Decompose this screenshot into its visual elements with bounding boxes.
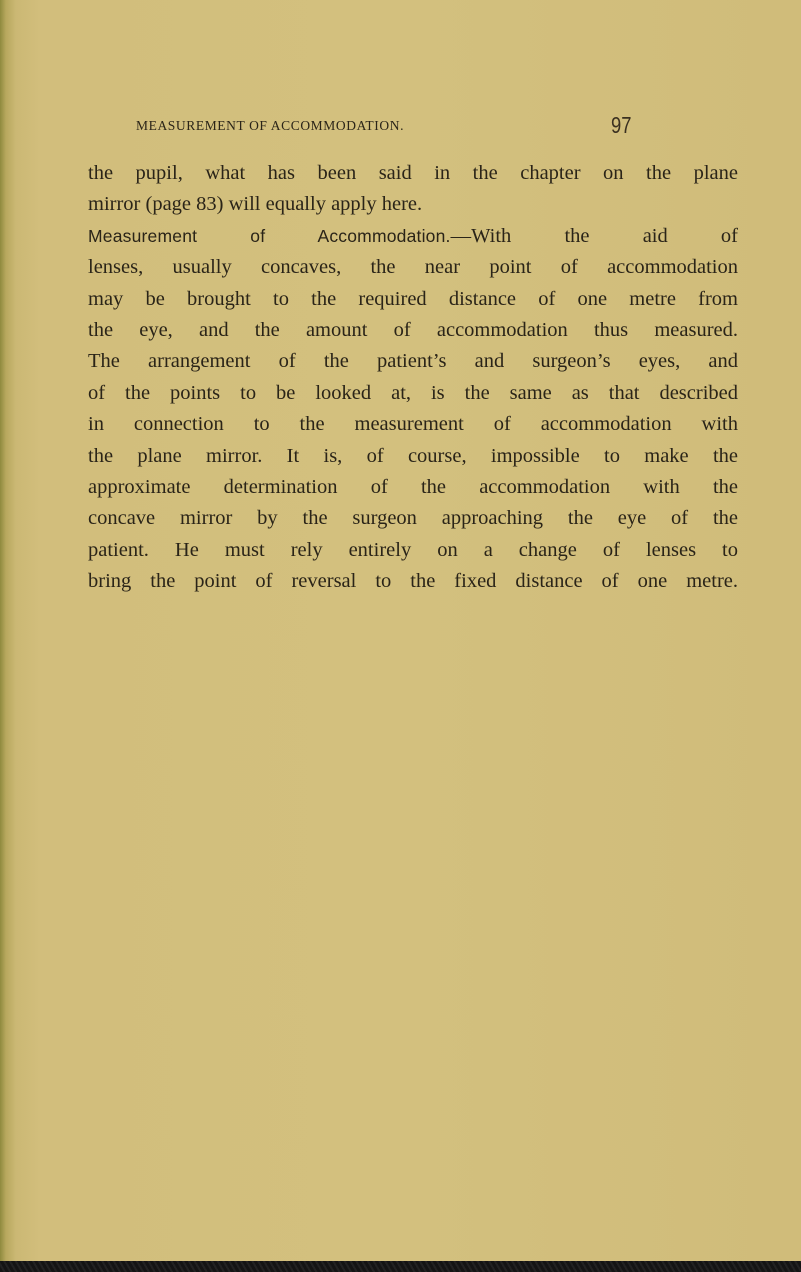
text-line: mirror (page 83) will equally apply here. bbox=[88, 193, 423, 216]
scan-bottom-edge bbox=[0, 1261, 801, 1272]
text-line: the pupil, what has been said in the chapter on the plane bbox=[88, 162, 738, 184]
text-line: approximate determination of the accommodation with the bbox=[88, 475, 738, 498]
paragraph-start: Measurement of Accommodation.—With the aid of bbox=[88, 224, 738, 247]
text-line: of the points to be looked at, is the same as that described bbox=[88, 381, 738, 404]
text-line: in connection to the measurement of accommodation with bbox=[88, 413, 738, 436]
body-text bbox=[88, 158, 738, 597]
text-line: The arrangement of the patient’s and surgeon’s eyes, and bbox=[88, 350, 738, 373]
text-line: concave mirror by the surgeon approaching the eye of the bbox=[88, 507, 738, 530]
text-line: patient. He must rely entirely on a change of lenses to bbox=[88, 538, 738, 561]
section-heading: Measurement of Accommodation. bbox=[88, 225, 451, 246]
text-line: bring the point of reversal to the fixed distance of one metre. bbox=[88, 570, 738, 593]
text-line: may be brought to the required distance of one metre from bbox=[88, 287, 738, 310]
running-header bbox=[0, 112, 801, 140]
page-number: 97 bbox=[611, 112, 632, 138]
text-line: lenses, usually concaves, the near point of accommodation bbox=[88, 256, 738, 279]
running-title: MEASUREMENT OF ACCOMMODATION. bbox=[136, 118, 405, 133]
text-line: the plane mirror. It is, of course, impossible to make the bbox=[88, 444, 738, 467]
text-line: the eye, and the amount of accommodation thus measured. bbox=[88, 318, 738, 341]
